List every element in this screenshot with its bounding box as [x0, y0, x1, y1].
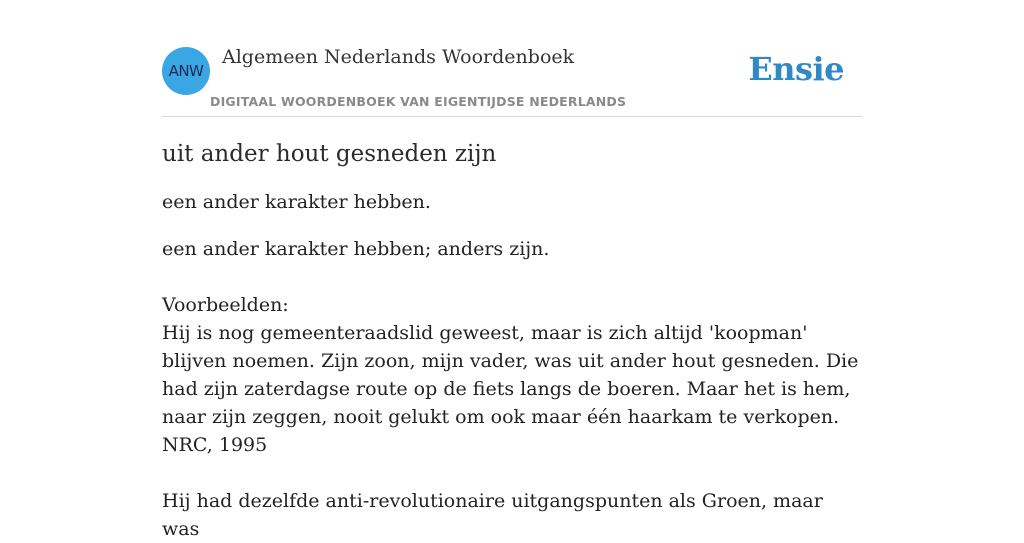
- logo-text: ANW: [168, 62, 204, 80]
- examples-label: Voorbeelden:: [162, 294, 289, 316]
- example-quote: Hij had dezelfde anti-revolutionaire uitgangspunten als Groen, maar was: [162, 490, 823, 540]
- site-title[interactable]: Algemeen Nederlands Woordenboek: [222, 46, 575, 68]
- site-subtitle: DIGITAAL WOORDENBOEK VAN EIGENTIJDSE NEDERLANDS: [210, 94, 627, 109]
- site-header: [162, 40, 862, 117]
- entry-content: [162, 136, 862, 543]
- ensie-brand-link[interactable]: Ensie: [748, 50, 844, 88]
- short-definition: een ander karakter hebben.: [162, 191, 431, 213]
- example-quote: Hij is nog gemeenteraadslid geweest, maar is zich altijd 'koopman' blijven noemen. Zijn zoon, mijn vader, was uit ander hout gesneden. Die had zijn zaterdagse route op de fiets langs de boeren. Maar het is hem, naar zijn zeggen, nooit gelukt om ook maar één haarkam te verkopen.: [162, 322, 859, 428]
- full-definition: een ander karakter hebben; anders zijn.: [162, 238, 550, 260]
- example-source: NRC, 1995: [162, 434, 268, 456]
- anw-logo[interactable]: [162, 47, 210, 95]
- blank-line: [162, 263, 862, 291]
- entry-headword: uit ander hout gesneden zijn: [162, 141, 497, 167]
- blank-line: [162, 459, 862, 487]
